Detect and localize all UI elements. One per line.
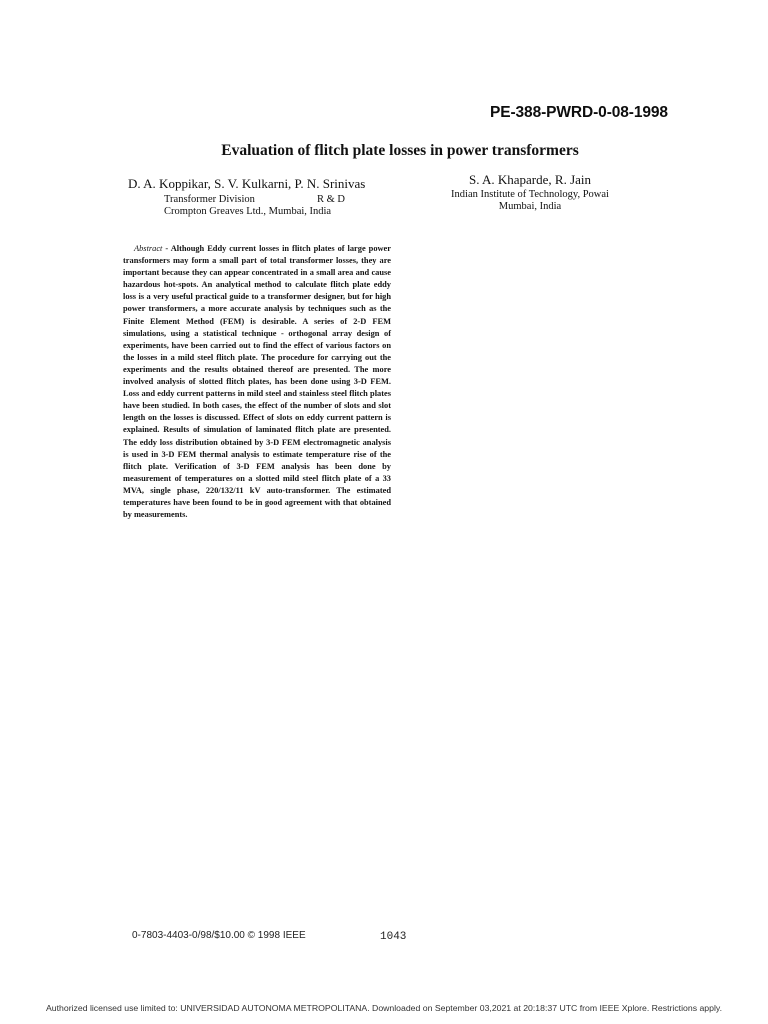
document-id: PE-388-PWRD-0-08-1998	[490, 104, 668, 121]
abstract-text: - Although Eddy current losses in flitch plates of large power transformers may form a small part of total transformer losses, they are important because they can appear concentrated in a small area and cause hazardous hot-spots. An analytical method to calculate flitch plate eddy loss is a very useful practical guide to a transformer designer, but for high power transformers, a more accurate analysis by techniques such as the Finite Element Method (FEM) is desirable. A series of 2-D FEM simulations, using a statistical technique - orthogonal array design of experiments, have been carried out to find the effect of various factors on the losses in a mild steel flitch plate. The procedure for carrying out the experiments and the results obtained thereof are presented. The more involved analysis of slotted flitch plates, has been done using 3-D FEM. Loss and eddy current patterns in mild steel and stainless steel flitch plates have been studied. In both cases, the effect of the number of slots and slot length on the losses is discussed. Effect of slots on eddy current pattern is explained. Results of simulation of laminated flitch plate are presented. The eddy loss distribution obtained by 3-D FEM electromagnetic analysis is used in 3-D FEM thermal analysis to estimate temperature rise of the flitch plate. Verification of 3-D FEM analysis has been done by measurement of temperatures on a slotted mild steel flitch plate of a 33 MVA, single phase, 220/132/11 kV auto-transformer. The estimated temperatures have been found to be in good agreement with that obtained by measurements.	[123, 244, 391, 520]
author-block-left	[128, 176, 418, 217]
author-names-left: D. A. Koppikar, S. V. Kulkarni, P. N. Srinivas	[128, 176, 366, 191]
author-block-right	[440, 172, 620, 212]
page-number: 1043	[380, 931, 407, 943]
city-label: Mumbai, India	[498, 201, 562, 212]
rnd-label: R & D	[317, 194, 346, 205]
paper-title: Evaluation of flitch plate losses in power transformers	[221, 142, 579, 159]
author-names-right: S. A. Khaparde, R. Jain	[468, 172, 592, 187]
company-label: Crompton Greaves Ltd., Mumbai, India	[164, 206, 332, 217]
division-label: Transformer Division	[164, 194, 255, 205]
license-notice: Authorized licensed use limited to: UNIVERSIDAD AUTONOMA METROPOLITANA. Downloaded on September 03,2021 at 20:18:37 UTC from IEEE Xplore. Restrictions apply.	[46, 1003, 722, 1013]
institute-label: Indian Institute of Technology, Powai	[451, 189, 609, 200]
copyright-line: 0-7803-4403-0/98/$10.00 © 1998 IEEE	[132, 930, 306, 941]
abstract-label: Abstract	[134, 244, 163, 253]
abstract-paragraph	[123, 243, 391, 521]
affiliation-row	[128, 194, 418, 205]
